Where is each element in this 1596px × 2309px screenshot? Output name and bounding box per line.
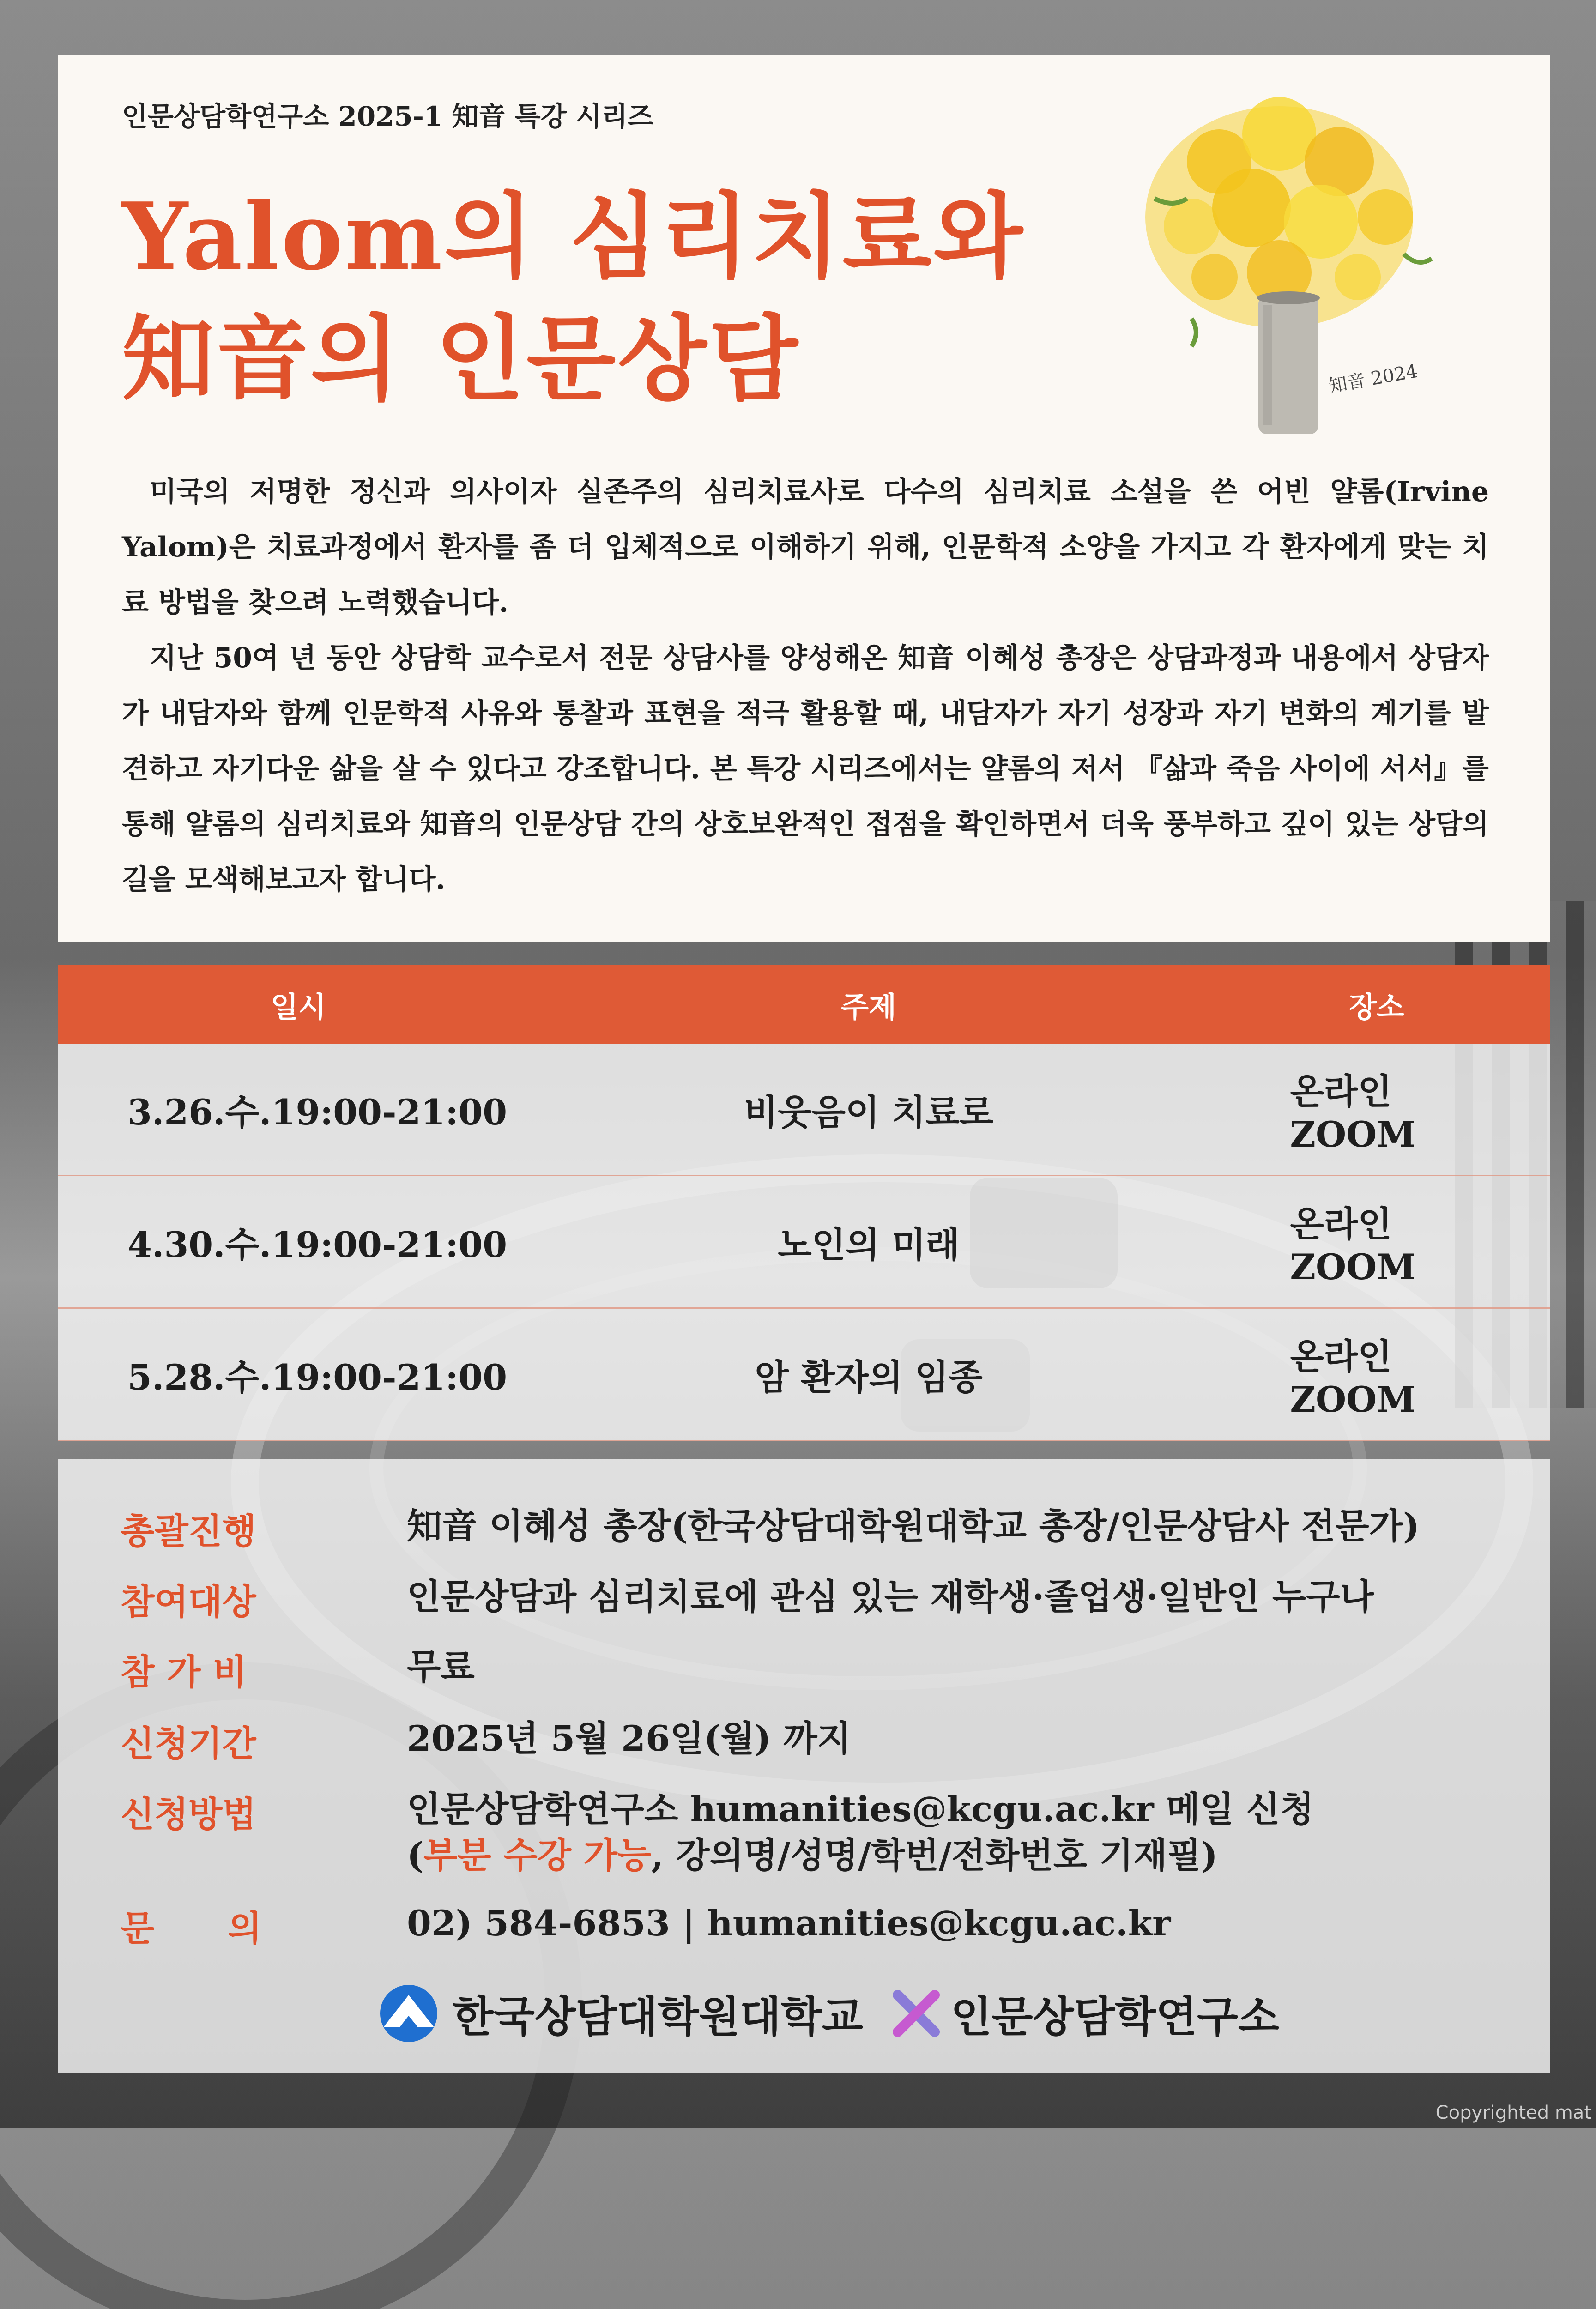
contact-label: 문 의 [121,1908,262,1949]
method-line-2-open: ( [407,1835,423,1876]
footer-logos [374,1981,1279,2046]
period-label: 신청기간 [121,1723,256,1764]
artist-signature: 知音 2024 [1327,360,1420,397]
title-line-2: 知音의 인문상담 [122,305,800,413]
institute-name: 인문상담학연구소 [950,1992,1279,2042]
method-line-2-rest: , 강의명/성명/학번/전화번호 기재필) [651,1835,1218,1876]
partial-attendance-note: 부분 수강 가능 [423,1835,652,1876]
method-value [407,1786,1314,1879]
intro-text [122,464,1489,907]
copyright-watermark: Copyrighted mat [1435,2102,1591,2123]
kcgu-logo-icon [374,1983,443,2043]
university-name: 한국상담대학원대학교 [453,1992,863,2042]
target-label: 참여대상 [121,1581,256,1622]
header-topic: 주제 [841,990,896,1024]
session-place: 온라인 ZOOM [1290,1336,1416,1420]
institute-logo-icon [891,1988,942,2039]
intro-paragraph-2: 지난 50여 년 동안 상담학 교수로서 전문 상담사를 양성해온 知音 이혜성 총장은 상담과정과 내용에서 상담자가 내담자와 함께 인문학적 사유와 통찰과 표현을 적극 활용할 때, 내담자가 자기 성장과 자기 변화의 계기를 발견하고 자기다운 삶을 살 수 있다고 강조합니다. 본 특강 시리즈에서는 얄롬의 저서 『삶과 죽음 사이에 서서』를 통해 얄롬의 심리치료와 知音의 인문상담 간의 상호보완적인 접점을 확인하면서 더욱 풍부하고 깊이 있는 상담의 길을 모색해보고자 합니다. [122,642,1489,896]
session-topic: 비웃음이 치료로 [744,1091,994,1133]
table-row [58,1176,1550,1309]
intro-paragraph-1: 미국의 저명한 정신과 의사이자 실존주의 심리치료사로 다수의 심리치료 소설을 쓴 어빈 얄롬(Irvine Yalom)은 치료과정에서 환자를 좀 더 입체적으로 이해하기 위해, 인문학적 소양을 가지고 각 환자에게 맞는 치료 방법을 찾으려 노력했습니다. [122,476,1489,619]
session-date: 4.30.수.19:00-21:00 [127,1224,508,1265]
table-row [58,1309,1550,1441]
flower-vase-illustration [1127,79,1450,457]
session-place: 온라인 ZOOM [1290,1071,1416,1155]
host-value: 知音 이혜성 총장(한국상담대학원대학교 총장/인문상담사 전문가) [407,1505,1420,1547]
session-topic: 노인의 미래 [778,1224,960,1265]
session-place: 온라인 ZOOM [1290,1203,1416,1287]
session-date: 5.28.수.19:00-21:00 [127,1356,508,1398]
target-value: 인문상담과 심리치료에 관심 있는 재학생·졸업생·일반인 누구나 [407,1576,1374,1617]
session-topic: 암 환자의 임종 [755,1356,983,1398]
method-label: 신청방법 [121,1794,256,1835]
session-date: 3.26.수.19:00-21:00 [127,1091,508,1133]
header-place: 장소 [1349,990,1404,1024]
method-line-1: 인문상담학연구소 humanities@kcgu.ac.kr 메일 신청 [407,1789,1314,1830]
vase-icon [1257,291,1320,434]
period-value: 2025년 5월 26일(월) 까지 [407,1718,851,1759]
table-row [58,1044,1550,1176]
fee-label: 참 가 비 [121,1651,247,1692]
page-title [122,175,1025,420]
title-line-1: Yalom의 심리치료와 [122,182,1025,291]
schedule-header [58,965,1550,1044]
fee-value: 무료 [407,1646,475,1687]
schedule-table [58,965,1550,1439]
contact-value: 02) 584-6853 | humanities@kcgu.ac.kr [407,1903,1171,1944]
series-label: 인문상담학연구소 2025-1 知音 특강 시리즈 [122,101,653,132]
header-date: 일시 [271,990,326,1024]
host-label: 총괄진행 [121,1511,256,1552]
